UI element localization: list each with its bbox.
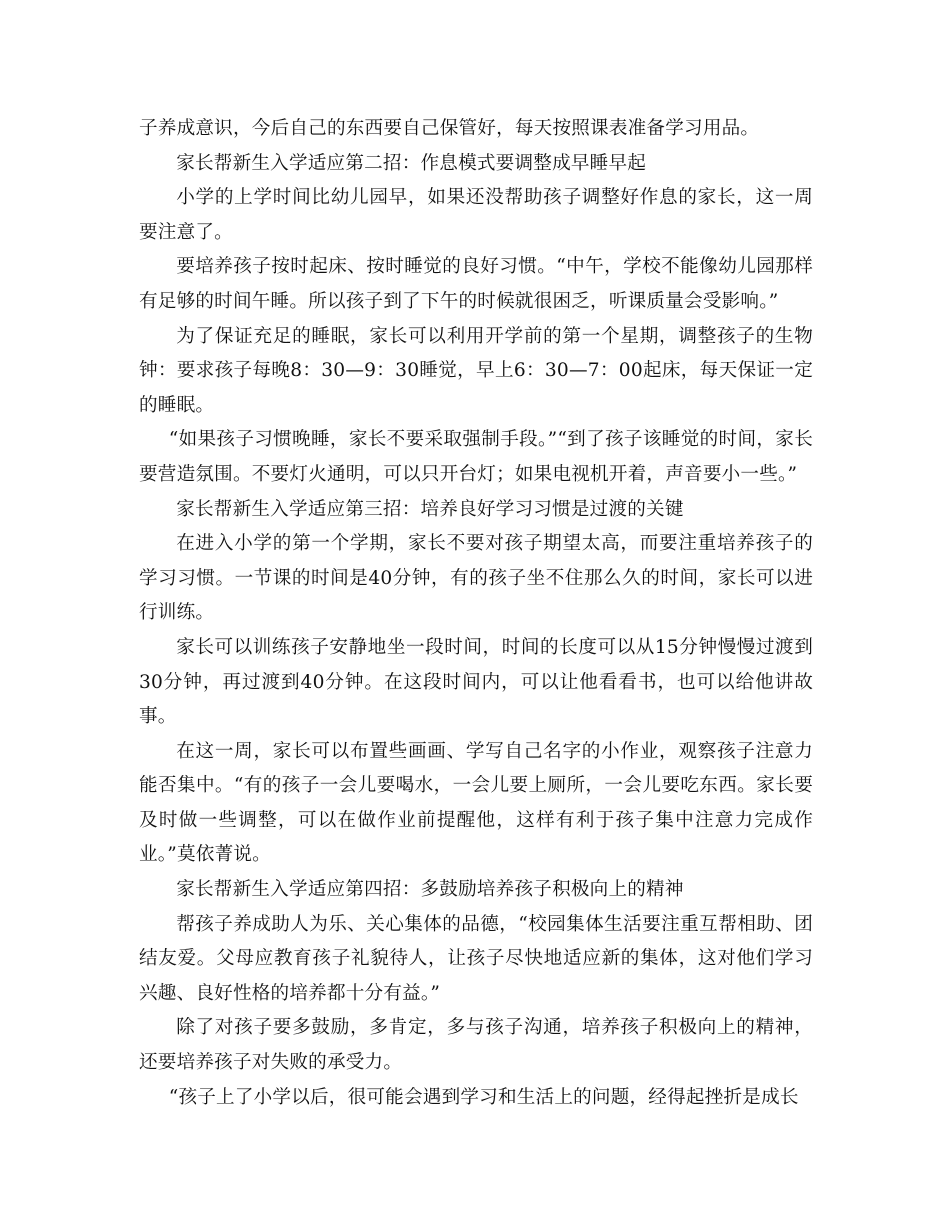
paragraph: 小学的上学时间比幼儿园早，如果还没帮助孩子调整好作息的家长，这一周要注意了。 bbox=[139, 187, 813, 243]
paragraph: 在进入小学的第一个学期，家长不要对孩子期望太高，而要注重培养孩子的学习习惯。一节课的时间是40分钟，有的孩子坐不住那么久的时间，家长可以进行训练。 bbox=[139, 533, 813, 624]
paragraph: 要培养孩子按时起床、按时睡觉的良好习惯。“中午，学校不能像幼儿园那样有足够的时间午睡。所以孩子到了下午的时候就很困乏，听课质量会受影响。” bbox=[139, 256, 813, 312]
paragraph-quote: “如果孩子习惯晚睡，家长不要采取强制手段。”“到了孩子该睡觉的时间，家长要营造氛围。不要灯火通明，可以只开台灯；如果电视机开着，声音要小一些。” bbox=[139, 429, 813, 485]
paragraph: 为了保证充足的睡眠，家长可以利用开学前的第一个星期，调整孩子的生物钟：要求孩子每晚8：30—9：30睡觉，早上6：30—7：00起床，每天保证一定的睡眠。 bbox=[139, 325, 813, 416]
section-heading-fourth-tip: 家长帮新生入学适应第四招：多鼓励培养孩子积极向上的精神 bbox=[176, 879, 684, 901]
document-body bbox=[139, 112, 813, 1115]
paragraph: 除了对孩子要多鼓励，多肯定，多与孩子沟通，培养孩子积极向上的精神，还要培养孩子对失败的承受力。 bbox=[139, 1017, 813, 1074]
paragraph: 家长可以训练孩子安静地坐一段时间，时间的长度可以从15分钟慢慢过渡到30分钟，再过渡到40分钟。在这段时间内，可以让他看看书，也可以给他讲故事。 bbox=[139, 636, 813, 728]
paragraph: 在这一周，家长可以布置些画画、学写自己名字的小作业，观察孩子注意力能否集中。“有的孩子一会儿要喝水，一会儿要上厕所，一会儿要吃东西。家长要及时做一些调整，可以在做作业前提醒他，这样有利于孩子集中注意力完成作业。”莫依菁说。 bbox=[139, 740, 813, 866]
paragraph-continuation: 子养成意识，今后自己的东西要自己保管好，每天按照课表准备学习用品。 bbox=[139, 118, 760, 139]
paragraph: 帮孩子养成助人为乐、关心集体的品德，“校园集体生活要注重互帮相助、团结友爱。父母应教育孩子礼貌待人，让孩子尽快地适应新的集体，这对他们学习兴趣、良好性格的培养都十分有益。” bbox=[139, 913, 813, 1004]
section-heading-second-tip: 家长帮新生入学适应第二招：作息模式要调整成早睡早起 bbox=[176, 152, 647, 174]
section-heading-third-tip: 家长帮新生入学适应第三招：培养良好学习习惯是过渡的关键 bbox=[176, 498, 684, 520]
paragraph-quote: “孩子上了小学以后，很可能会遇到学习和生活上的问题，经得起挫折是成长 bbox=[168, 1086, 799, 1108]
